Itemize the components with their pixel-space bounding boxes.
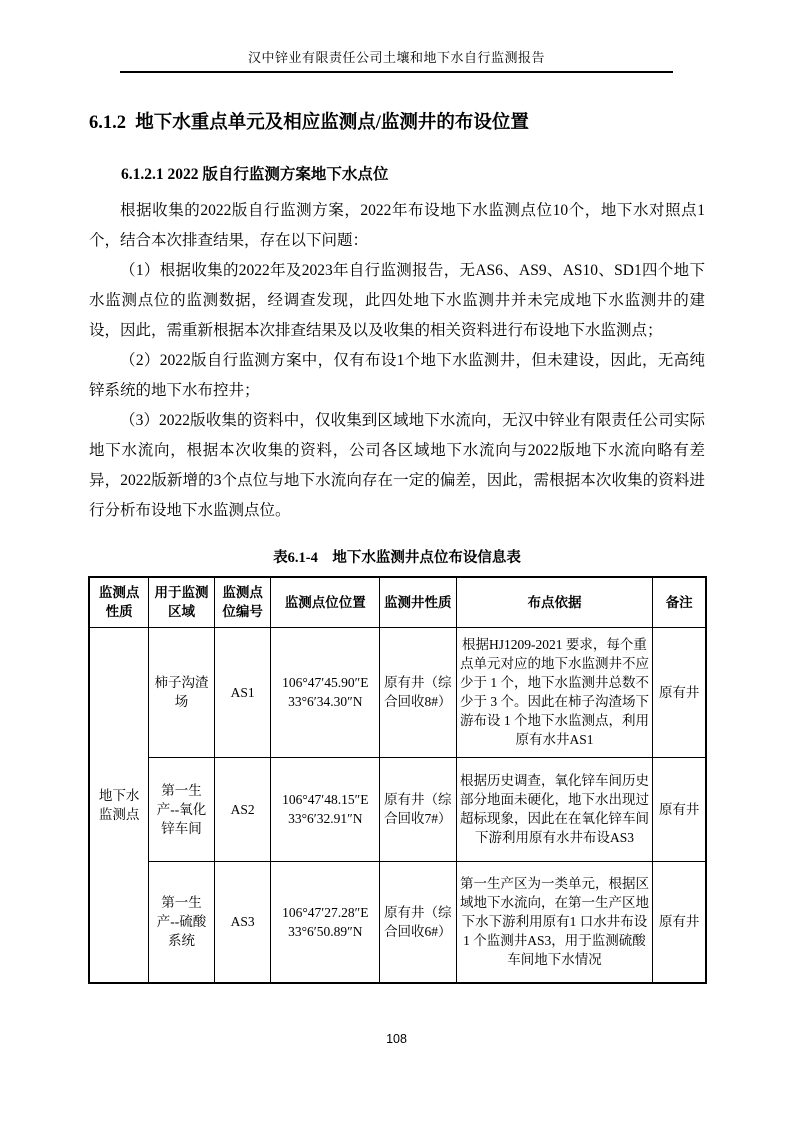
- paragraph-issue-1: （1）根据收集的2022年及2023年自行监测报告，无AS6、AS9、AS10、SD1四个地下水监测点位的监测数据，经调查发现，此四处地下水监测井并未完成地下水监测井的建设，因此，需重新根据本次排查结果及以及收集的相关资料进行布设地下水监测点；: [89, 262, 705, 339]
- cell-basis-as3: 第一生产区为一类单元，根据区域地下水流向，在第一生产区地下水下游利用原有1 口水井布设 1 个监测井AS3，用于监测硫酸车间地下水情况: [456, 861, 653, 983]
- monitoring-well-table: [88, 576, 707, 984]
- paragraph-intro: 根据收集的2022版自行监测方案，2022年布设地下水监测点位10个，地下水对照点1个，结合本次排查结果，存在以下问题：: [89, 202, 705, 249]
- cell-area-as2: 第一生产--氧化锌车间: [149, 757, 214, 861]
- header-title: 汉中锌业有限责任公司土壤和地下水自行监测报告: [247, 50, 545, 65]
- coord-north: 33°6′50.89″N: [288, 923, 363, 939]
- paragraph-issue-3: （3）2022版收集的资料中，仅收集到区域地下水流向，无汉中锌业有限责任公司实际地下水流向，根据本次收集的资料，公司各区域地下水流向与2022版地下水流向略有差异，2022版新增的3个点位与地下水流向存在一定的偏差，因此，需根据本次收集的资料进行分析布设地下水监测点位。: [89, 412, 705, 519]
- cell-remark-as2: 原有井: [653, 757, 706, 861]
- col-header-point-location: 监测点位位置: [271, 577, 380, 627]
- coord-north: 33°6′34.30″N: [288, 694, 363, 709]
- col-header-monitor-area: 用于监测区域: [149, 577, 214, 627]
- cell-area-as1: 柿子沟渣场: [149, 627, 214, 757]
- col-header-layout-basis: 布点依据: [456, 577, 653, 627]
- cell-coords-as1: [271, 627, 380, 757]
- cell-remark-as1: 原有井: [653, 627, 706, 757]
- header-rule: [120, 71, 673, 73]
- table-caption: 表6.1-4 地下水监测井点位布设信息表: [273, 550, 521, 566]
- table-row-as2: [89, 757, 706, 861]
- col-header-well-nature: 监测井性质: [380, 577, 457, 627]
- cell-area-as3: 第一生产--硫酸系统: [149, 861, 214, 983]
- cell-well-type-as3: 原有井（综合回收6#）: [380, 861, 457, 983]
- cell-basis-as2: 根据历史调查，氧化锌车间历史部分地面未硬化，地下水出现过超标现象，因此在在氧化锌车间下游利用原有水井布设AS3: [456, 757, 653, 861]
- running-header: [120, 50, 673, 73]
- coord-east: 106°47′27.28″E: [282, 904, 369, 920]
- paragraph-issue-2: （2）2022版自行监测方案中，仅有布设1个地下水监测井，但未建设，因此，无高纯锌系统的地下水布控井；: [89, 352, 705, 399]
- cell-remark-as3: 原有井: [653, 861, 706, 983]
- cell-coords-as3: [271, 861, 380, 983]
- coord-east: 106°47′45.90″E: [282, 675, 369, 690]
- table-header-row: [89, 577, 706, 627]
- col-header-point-nature: 监测点性质: [89, 577, 149, 627]
- page-number: 108: [386, 1032, 407, 1046]
- coord-north: 33°6′32.91″N: [288, 811, 363, 826]
- table-row-as3: [89, 861, 706, 983]
- col-header-point-code: 监测点位编号: [214, 577, 271, 627]
- cell-code-as1: AS1: [214, 627, 271, 757]
- section-heading: 6.1.2 地下水重点单元及相应监测点/监测井的布设位置: [89, 113, 529, 133]
- body-paragraphs: [89, 196, 705, 526]
- cell-basis-as1: 根据HJ1209-2021 要求，每个重点单元对应的地下水监测井不应少于 1 个，地下水监测井总数不少于 3 个。因此在柿子沟渣场下游布设 1 个地下水监测点，利用原有水井AS1: [456, 627, 653, 757]
- subsection-heading: 6.1.2.1 2022 版自行监测方案地下水点位: [121, 166, 389, 183]
- coord-east: 106°47′48.15″E: [282, 792, 369, 807]
- table-row-as1: [89, 627, 706, 757]
- cell-well-type-as1: 原有井（综合回收8#）: [380, 627, 457, 757]
- content-area: [89, 98, 705, 984]
- cell-coords-as2: [271, 757, 380, 861]
- col-header-remark: 备注: [653, 577, 706, 627]
- cell-well-type-as2: 原有井（综合回收7#）: [380, 757, 457, 861]
- cell-group-label: 地下水监测点: [89, 627, 149, 983]
- cell-code-as3: AS3: [214, 861, 271, 983]
- cell-code-as2: AS2: [214, 757, 271, 861]
